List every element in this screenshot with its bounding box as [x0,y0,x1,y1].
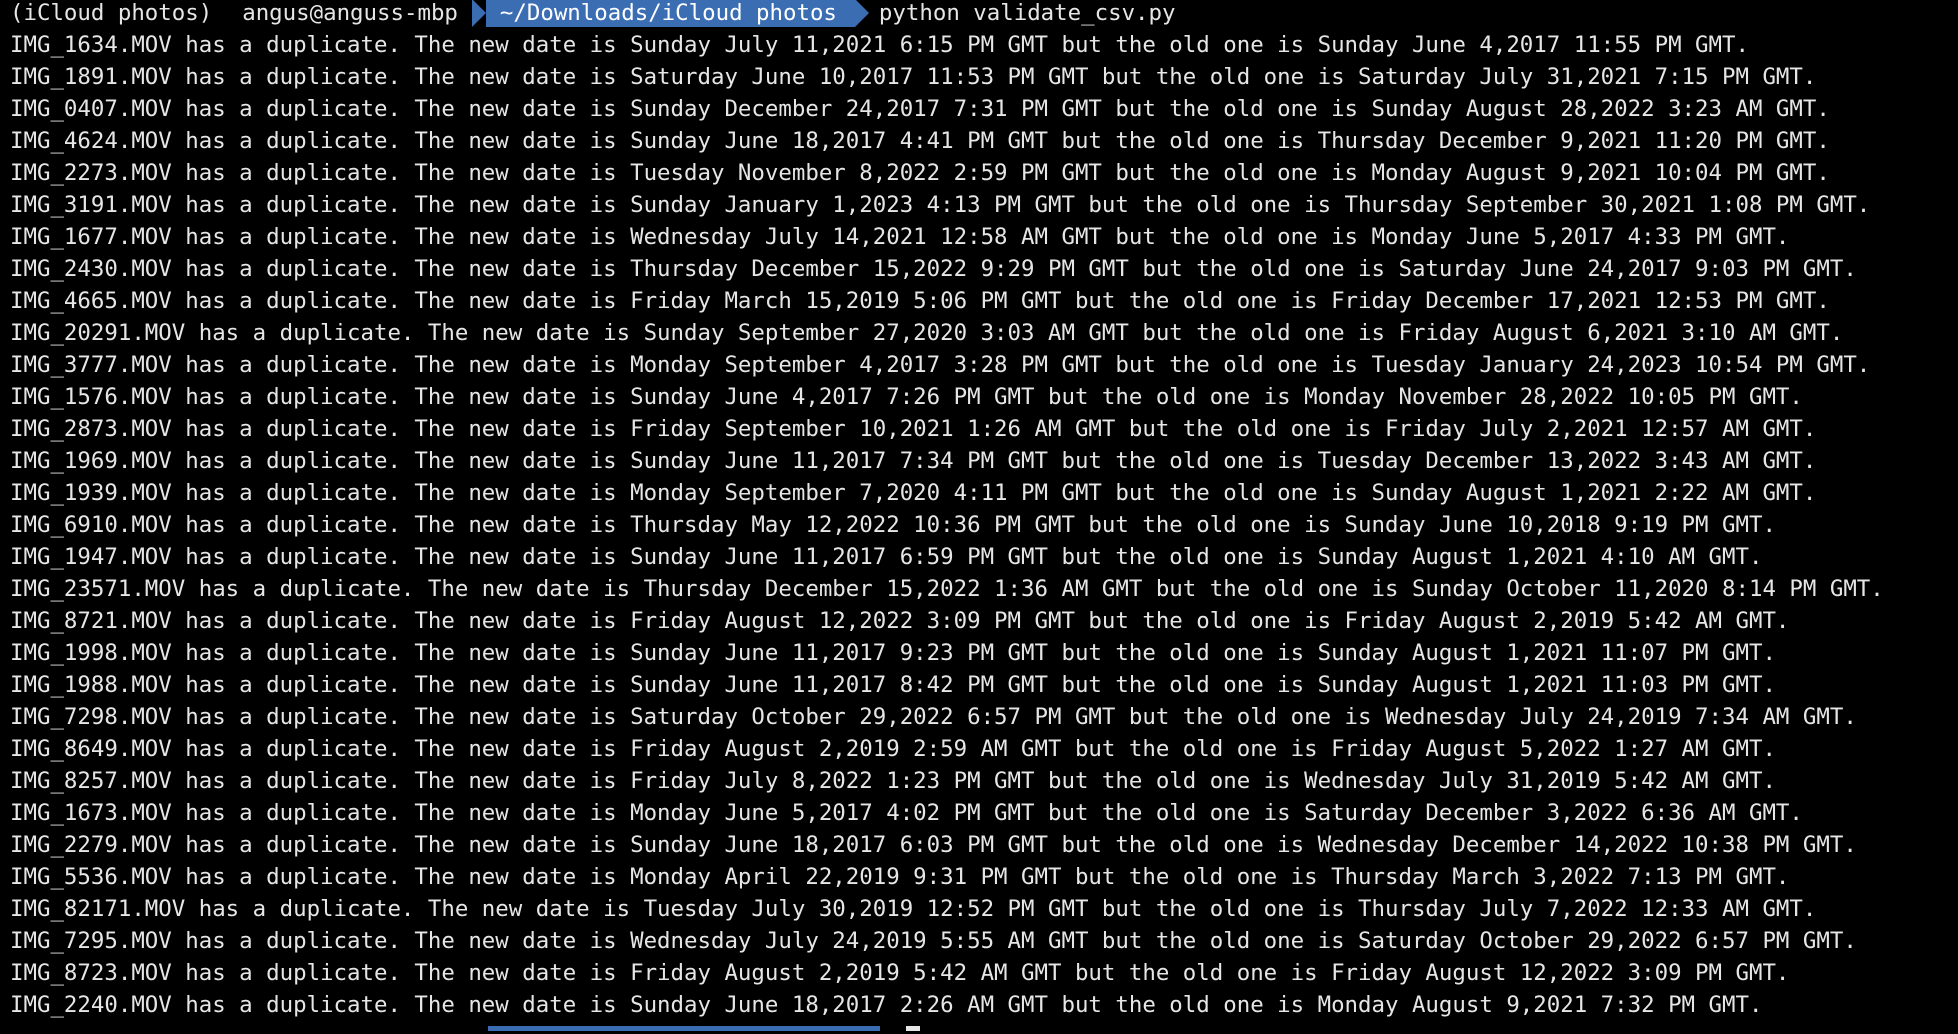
output-line: IMG_2873.MOV has a duplicate. The new date is Friday September 10,2021 1:26 AM GMT but the old one is Friday July 2,2021 12:57 AM GMT. [10,416,1817,442]
output-line: IMG_8721.MOV has a duplicate. The new date is Friday August 12,2022 3:09 PM GMT but the old one is Friday August 2,2019 5:42 AM GMT. [10,608,1790,634]
output-line: IMG_23571.MOV has a duplicate. The new date is Thursday December 15,2022 1:36 AM GMT but the old one is Sunday October 11,2020 8:14 PM GMT. [10,576,1884,602]
user-host-label: angus@anguss-mbp [242,0,458,26]
output-line: IMG_8649.MOV has a duplicate. The new date is Friday August 2,2019 2:59 AM GMT but the old one is Friday August 5,2022 1:27 AM GMT. [10,736,1776,762]
output-line: IMG_1576.MOV has a duplicate. The new date is Sunday June 4,2017 7:26 PM GMT but the old one is Monday November 28,2022 10:05 PM GMT. [10,384,1803,410]
current-directory-segment: ~/Downloads/iCloud photos [472,0,855,27]
output-line: IMG_4624.MOV has a duplicate. The new date is Sunday June 18,2017 4:41 PM GMT but the old one is Thursday December 9,2021 11:20 PM GMT. [10,128,1830,154]
output-line: IMG_2240.MOV has a duplicate. The new date is Sunday June 18,2017 2:26 AM GMT but the old one is Monday August 9,2021 7:32 PM GMT. [10,992,1763,1018]
output-line: IMG_3777.MOV has a duplicate. The new date is Monday September 4,2017 3:28 PM GMT but the old one is Tuesday January 24,2023 10:54 PM GMT. [10,352,1871,378]
command-output [0,29,1958,1021]
output-line: IMG_1947.MOV has a duplicate. The new date is Sunday June 11,2017 6:59 PM GMT but the old one is Sunday August 1,2021 4:10 AM GMT. [10,544,1763,570]
command-text: python validate_csv.py [878,0,1176,26]
output-line: IMG_7298.MOV has a duplicate. The new date is Saturday October 29,2022 6:57 PM GMT but the old one is Wednesday July 24,2019 7:34 AM GMT. [10,704,1857,730]
output-line: IMG_1677.MOV has a duplicate. The new date is Wednesday July 14,2021 12:58 AM GMT but the old one is Monday June 5,2017 4:33 PM GMT. [10,224,1790,250]
output-line: IMG_1673.MOV has a duplicate. The new date is Monday June 5,2017 4:02 PM GMT but the old one is Saturday December 3,2022 6:36 AM GMT. [10,800,1803,826]
output-line: IMG_6910.MOV has a duplicate. The new date is Thursday May 12,2022 10:36 PM GMT but the old one is Sunday June 10,2018 9:19 PM GMT. [10,512,1776,538]
output-line: IMG_1891.MOV has a duplicate. The new date is Saturday June 10,2017 11:53 PM GMT but the old one is Saturday July 31,2021 7:15 PM GMT. [10,64,1817,90]
output-line: IMG_8723.MOV has a duplicate. The new date is Friday August 2,2019 5:42 AM GMT but the old one is Friday August 12,2022 3:09 PM GMT. [10,960,1790,986]
output-line: IMG_3191.MOV has a duplicate. The new date is Sunday January 1,2023 4:13 PM GMT but the old one is Thursday September 30,2021 1:08 PM GMT. [10,192,1871,218]
output-line: IMG_8257.MOV has a duplicate. The new date is Friday July 8,2022 1:23 PM GMT but the old one is Wednesday July 31,2019 5:42 AM GMT. [10,768,1776,794]
output-line: IMG_20291.MOV has a duplicate. The new date is Sunday September 27,2020 3:03 AM GMT but the old one is Friday August 6,2021 3:10 AM GMT. [10,320,1844,346]
next-prompt-path-segment [488,1026,880,1031]
output-line: IMG_2273.MOV has a duplicate. The new date is Tuesday November 8,2022 2:59 PM GMT but the old one is Monday August 9,2021 10:04 PM GMT. [10,160,1830,186]
shell-prompt [0,0,1958,29]
output-line: IMG_1939.MOV has a duplicate. The new date is Monday September 7,2020 4:11 PM GMT but the old one is Sunday August 1,2021 2:22 AM GMT. [10,480,1817,506]
virtualenv-label: (iCloud photos) [10,0,213,26]
output-line: IMG_1998.MOV has a duplicate. The new date is Sunday June 11,2017 9:23 PM GMT but the old one is Sunday August 1,2021 11:07 PM GMT. [10,640,1776,666]
text-cursor [906,1026,920,1031]
output-line: IMG_82171.MOV has a duplicate. The new date is Tuesday July 30,2019 12:52 PM GMT but the old one is Thursday July 7,2022 12:33 AM GMT. [10,896,1817,922]
output-line: IMG_7295.MOV has a duplicate. The new date is Wednesday July 24,2019 5:55 AM GMT but the old one is Saturday October 29,2022 6:57 PM GMT. [10,928,1857,954]
output-line: IMG_5536.MOV has a duplicate. The new date is Monday April 22,2019 9:31 PM GMT but the old one is Thursday March 3,2022 7:13 PM GMT. [10,864,1790,890]
output-line: IMG_1969.MOV has a duplicate. The new date is Sunday June 11,2017 7:34 PM GMT but the old one is Tuesday December 13,2022 3:43 AM GMT. [10,448,1817,474]
output-line: IMG_1988.MOV has a duplicate. The new date is Sunday June 11,2017 8:42 PM GMT but the old one is Sunday August 1,2021 11:03 PM GMT. [10,672,1776,698]
output-line: IMG_2430.MOV has a duplicate. The new date is Thursday December 15,2022 9:29 PM GMT but the old one is Saturday June 24,2017 9:03 PM GMT. [10,256,1857,282]
output-line: IMG_1634.MOV has a duplicate. The new date is Sunday July 11,2021 6:15 PM GMT but the old one is Sunday June 4,2017 11:55 PM GMT. [10,32,1749,58]
output-line: IMG_0407.MOV has a duplicate. The new date is Sunday December 24,2017 7:31 PM GMT but the old one is Sunday August 28,2022 3:23 AM GMT. [10,96,1830,122]
output-line: IMG_2279.MOV has a duplicate. The new date is Sunday June 18,2017 6:03 PM GMT but the old one is Wednesday December 14,2022 10:38 PM GMT. [10,832,1857,858]
output-line: IMG_4665.MOV has a duplicate. The new date is Friday March 15,2019 5:06 PM GMT but the old one is Friday December 17,2021 12:53 PM GMT. [10,288,1830,314]
